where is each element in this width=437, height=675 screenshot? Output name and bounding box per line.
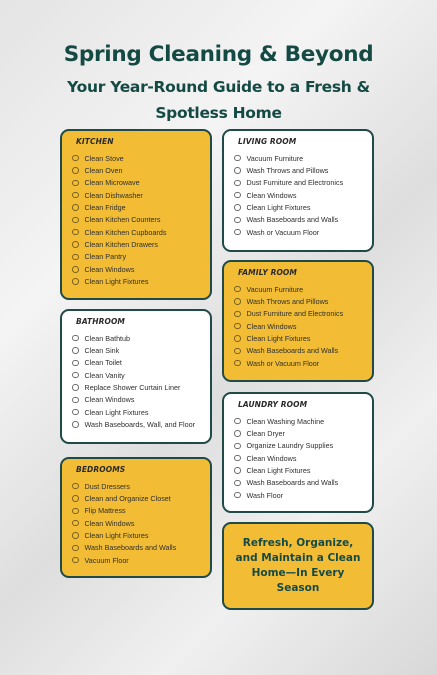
checkbox-icon[interactable] bbox=[72, 520, 79, 527]
checkbox-icon[interactable] bbox=[72, 192, 79, 199]
checklist-item[interactable] bbox=[72, 542, 200, 554]
tagline-box: Refresh, Organize, and Maintain a Clean Home—In Every Season bbox=[222, 522, 374, 610]
checkbox-icon[interactable] bbox=[234, 335, 241, 342]
checkbox-icon[interactable] bbox=[234, 480, 241, 487]
checkbox-icon[interactable] bbox=[234, 311, 241, 318]
checklist-item-label: Clean and Organize Closet bbox=[84, 494, 171, 504]
checkbox-icon[interactable] bbox=[234, 360, 241, 367]
laundry-room-checklist bbox=[234, 415, 362, 501]
checkbox-icon[interactable] bbox=[234, 418, 241, 425]
bedrooms-card bbox=[60, 457, 212, 578]
checklist-item[interactable] bbox=[72, 418, 200, 430]
page-subtitle-line-1: Your Year-Round Guide to a Fresh & bbox=[67, 78, 370, 96]
checklist-item[interactable] bbox=[234, 283, 362, 295]
checklist-item-label: Clean Stove bbox=[84, 153, 124, 163]
bathroom-checklist bbox=[72, 332, 200, 431]
checkbox-icon[interactable] bbox=[72, 167, 79, 174]
checkbox-icon[interactable] bbox=[234, 155, 241, 162]
checklist-item[interactable] bbox=[234, 214, 362, 226]
checklist-item[interactable] bbox=[72, 344, 200, 356]
checklist-item-label: Clean Sink bbox=[84, 346, 120, 356]
checklist-item-label: Wash Baseboards and Walls bbox=[246, 478, 339, 488]
checklist-item-label: Clean Fridge bbox=[84, 203, 126, 213]
checkbox-icon[interactable] bbox=[234, 204, 241, 211]
checklist-item-label: Vacuum Floor bbox=[84, 555, 129, 565]
checklist-item[interactable] bbox=[234, 152, 362, 164]
checkbox-icon[interactable] bbox=[72, 545, 79, 552]
checklist-item-label: Clean Light Fixtures bbox=[84, 407, 149, 417]
kitchen-card bbox=[60, 129, 212, 300]
checklist-item-label: Wash Baseboards and Walls bbox=[246, 346, 339, 356]
checklist-item-label: Flip Mattress bbox=[84, 506, 126, 516]
checklist-item-label: Organize Laundry Supplies bbox=[246, 441, 334, 451]
checklist-item[interactable] bbox=[72, 332, 200, 344]
checklist-item[interactable] bbox=[72, 554, 200, 566]
checklist-item[interactable] bbox=[234, 477, 362, 489]
checkbox-icon[interactable] bbox=[72, 508, 79, 515]
checklist-item[interactable] bbox=[234, 452, 362, 464]
checkbox-icon[interactable] bbox=[72, 278, 79, 285]
checkbox-icon[interactable] bbox=[234, 492, 241, 499]
checklist-item[interactable] bbox=[234, 489, 362, 501]
checklist-item-label: Clean Windows bbox=[246, 453, 297, 463]
checklist-item-label: Clean Vanity bbox=[84, 370, 125, 380]
checklist-item-label: Dust Furniture and Electronics bbox=[246, 309, 344, 319]
checklist-item[interactable] bbox=[234, 440, 362, 452]
checkbox-icon[interactable] bbox=[72, 372, 79, 379]
checkbox-icon[interactable] bbox=[72, 204, 79, 211]
checkbox-icon[interactable] bbox=[72, 347, 79, 354]
checklist-item[interactable] bbox=[72, 381, 200, 393]
checklist-item-label: Wash Baseboards, Wall, and Floor bbox=[84, 420, 196, 430]
checklist-item-label: Clean Oven bbox=[84, 166, 123, 176]
checklist-item[interactable] bbox=[234, 345, 362, 357]
checklist-item-label: Clean Kitchen Counters bbox=[84, 215, 161, 225]
checklist-item[interactable] bbox=[72, 357, 200, 369]
bedrooms-checklist bbox=[72, 480, 200, 566]
checkbox-icon[interactable] bbox=[234, 217, 241, 224]
checkbox-icon[interactable] bbox=[234, 323, 241, 330]
family-room-card bbox=[222, 260, 374, 382]
checklist-item-label: Clean Light Fixtures bbox=[246, 203, 311, 213]
checklist-item[interactable] bbox=[72, 369, 200, 381]
checklist-item-label: Clean Toilet bbox=[84, 358, 122, 368]
checklist-item-label: Clean Pantry bbox=[84, 252, 127, 262]
checkbox-icon[interactable] bbox=[234, 192, 241, 199]
checklist-item[interactable] bbox=[72, 517, 200, 529]
checkbox-icon[interactable] bbox=[72, 409, 79, 416]
checklist-item-label: Clean Kitchen Drawers bbox=[84, 240, 159, 250]
checklist-item[interactable] bbox=[72, 214, 200, 226]
checklist-item-label: Dust Dressers bbox=[84, 481, 131, 491]
page-subtitle-line-2: Spotless Home bbox=[155, 104, 282, 122]
laundry-room-card bbox=[222, 392, 374, 513]
checklist-item[interactable] bbox=[234, 464, 362, 476]
checklist-item[interactable] bbox=[72, 263, 200, 275]
checklist-item-label: Clean Light Fixtures bbox=[84, 531, 149, 541]
checkbox-icon[interactable] bbox=[72, 241, 79, 248]
checklist-item-label: Replace Shower Curtain Liner bbox=[84, 383, 181, 393]
checklist-item-label: Clean Windows bbox=[84, 395, 135, 405]
checklist-item-label: Vacuum Furniture bbox=[246, 284, 304, 294]
checkbox-icon[interactable] bbox=[72, 397, 79, 404]
checklist-item[interactable] bbox=[72, 529, 200, 541]
checkbox-icon[interactable] bbox=[234, 467, 241, 474]
checkbox-icon[interactable] bbox=[234, 286, 241, 293]
checklist-item-label: Wash Baseboards and Walls bbox=[84, 543, 177, 553]
checklist-item[interactable] bbox=[234, 201, 362, 213]
bathroom-heading: BATHROOM bbox=[76, 317, 125, 326]
checklist-item-label: Wash Throws and Pillows bbox=[246, 166, 329, 176]
checklist-item[interactable] bbox=[234, 320, 362, 332]
bathroom-card bbox=[60, 309, 212, 444]
checklist-item[interactable] bbox=[72, 275, 200, 287]
checkbox-icon[interactable] bbox=[72, 360, 79, 367]
checklist-item[interactable] bbox=[72, 177, 200, 189]
checkbox-icon[interactable] bbox=[72, 155, 79, 162]
checkbox-icon[interactable] bbox=[72, 421, 79, 428]
checkbox-icon[interactable] bbox=[72, 483, 79, 490]
checklist-item[interactable] bbox=[234, 177, 362, 189]
checklist-item-label: Clean Windows bbox=[246, 190, 297, 200]
bedrooms-heading: BEDROOMS bbox=[76, 465, 126, 474]
checklist-item[interactable] bbox=[72, 480, 200, 492]
checklist-item[interactable] bbox=[72, 406, 200, 418]
family-room-checklist bbox=[234, 283, 362, 369]
checkbox-icon[interactable] bbox=[234, 180, 241, 187]
checkbox-icon[interactable] bbox=[72, 335, 79, 342]
living-room-card bbox=[222, 129, 374, 252]
checklist-item[interactable] bbox=[234, 189, 362, 201]
checkbox-icon[interactable] bbox=[234, 229, 241, 236]
checklist-item[interactable] bbox=[234, 295, 362, 307]
checklist-item[interactable] bbox=[234, 415, 362, 427]
page-title: Spring Cleaning & Beyond bbox=[63, 42, 374, 67]
checklist-item-label: Dust Furniture and Electronics bbox=[246, 178, 344, 188]
checklist-item-label: Wash Throws and Pillows bbox=[246, 297, 329, 307]
checkbox-icon[interactable] bbox=[234, 430, 241, 437]
kitchen-checklist bbox=[72, 152, 200, 288]
checklist-item-label: Clean Light Fixtures bbox=[246, 334, 311, 344]
checklist-item[interactable] bbox=[234, 308, 362, 320]
checklist-item-label: Wash or Vacuum Floor bbox=[246, 227, 320, 237]
checkbox-icon[interactable] bbox=[234, 298, 241, 305]
checkbox-icon[interactable] bbox=[72, 266, 79, 273]
checklist-item-label: Clean Light Fixtures bbox=[84, 277, 149, 287]
kitchen-heading: KITCHEN bbox=[76, 137, 114, 146]
checklist-item[interactable] bbox=[72, 226, 200, 238]
checklist-item-label: Clean Light Fixtures bbox=[246, 466, 311, 476]
checkbox-icon[interactable] bbox=[72, 229, 79, 236]
checkbox-icon[interactable] bbox=[234, 443, 241, 450]
checklist-item[interactable] bbox=[72, 189, 200, 201]
checklist-item[interactable] bbox=[72, 164, 200, 176]
checklist-item-label: Clean Dishwasher bbox=[84, 190, 143, 200]
checklist-item-label: Clean Microwave bbox=[84, 178, 140, 188]
checkbox-icon[interactable] bbox=[72, 217, 79, 224]
checklist-item[interactable] bbox=[72, 492, 200, 504]
checklist-item-label: Vacuum Furniture bbox=[246, 153, 304, 163]
checklist-item[interactable] bbox=[234, 427, 362, 439]
laundry-room-heading: LAUNDRY ROOM bbox=[238, 400, 308, 409]
family-room-heading: FAMILY ROOM bbox=[238, 268, 297, 277]
checklist-item[interactable] bbox=[234, 226, 362, 238]
checklist-item[interactable] bbox=[72, 505, 200, 517]
checkbox-icon[interactable] bbox=[72, 180, 79, 187]
checklist-item-label: Clean Windows bbox=[84, 518, 135, 528]
checklist-item[interactable] bbox=[72, 238, 200, 250]
checklist-item-label: Clean Windows bbox=[246, 321, 297, 331]
checklist-item-label: Clean Washing Machine bbox=[246, 416, 325, 426]
checklist-item-label: Clean Windows bbox=[84, 264, 135, 274]
checkbox-icon[interactable] bbox=[234, 167, 241, 174]
living-room-checklist bbox=[234, 152, 362, 238]
checklist-item[interactable] bbox=[72, 394, 200, 406]
checklist-item[interactable] bbox=[234, 332, 362, 344]
checklist-item[interactable] bbox=[72, 201, 200, 213]
checkbox-icon[interactable] bbox=[72, 557, 79, 564]
checkbox-icon[interactable] bbox=[72, 495, 79, 502]
checklist-item-label: Clean Dryer bbox=[246, 429, 285, 439]
living-room-heading: LIVING ROOM bbox=[238, 137, 297, 146]
checkbox-icon[interactable] bbox=[72, 384, 79, 391]
checkbox-icon[interactable] bbox=[234, 455, 241, 462]
checklist-item[interactable] bbox=[234, 357, 362, 369]
checklist-item-label: Wash Baseboards and Walls bbox=[246, 215, 339, 225]
checklist-item-label: Clean Kitchen Cupboards bbox=[84, 227, 167, 237]
checklist-item[interactable] bbox=[72, 152, 200, 164]
checklist-item-label: Clean Bathtub bbox=[84, 333, 131, 343]
checkbox-icon[interactable] bbox=[234, 348, 241, 355]
checklist-item[interactable] bbox=[72, 251, 200, 263]
checklist-item[interactable] bbox=[234, 164, 362, 176]
checklist-item-label: Wash or Vacuum Floor bbox=[246, 358, 320, 368]
checklist-item-label: Wash Floor bbox=[246, 490, 283, 500]
checkbox-icon[interactable] bbox=[72, 254, 79, 261]
checkbox-icon[interactable] bbox=[72, 532, 79, 539]
